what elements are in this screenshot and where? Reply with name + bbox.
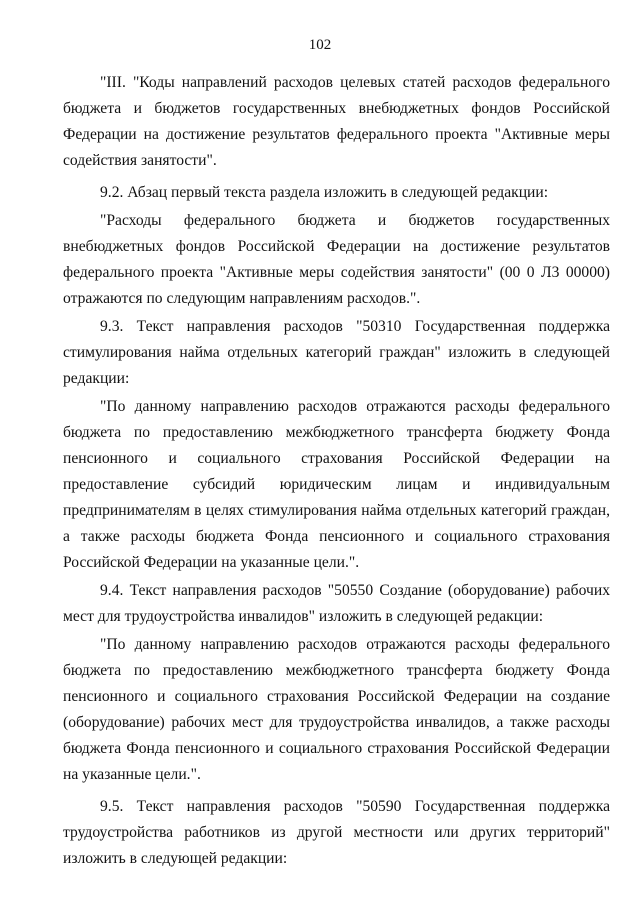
paragraph-9-3-text: "По данному направлению расходов отражаются расходы федерального бюджета по предоставлению межбюджетного трансферта бюджету Фонда пенсионного и социального страхования Российской Федерации на предоставление субсидий юридическим лицам и индивидуальным предпринимателям в целях стимулирования найма отдельных категорий граждан, а также расходы бюджета Фонда пенсионного и социального страхования Российской Федерации на указанные цели.". <box>63 398 610 571</box>
paragraph-9-2-text: "Расходы федерального бюджета и бюджетов государственных внебюджетных фондов Российской Федерации на достижение результатов федерального проекта "Активные меры содействия занятости" (00 0 Л3 00000) отражаются по следующим направлениям расходов.". <box>63 212 610 307</box>
document-body <box>63 70 610 872</box>
page-number: 102 <box>308 37 332 53</box>
paragraph-9-4-text: "По данному направлению расходов отражаются расходы федерального бюджета по предоставлению межбюджетного трансферта бюджету Фонда пенсионного и социального страхования Российской Федерации на создание (оборудование) рабочих мест для трудоустройства инвалидов, а также расходы бюджета Фонда пенсионного и социального страхования Российской Федерации на указанные цели.". <box>63 636 610 783</box>
paragraph-9-3: 9.3. Текст направления расходов "50310 Государственная поддержка стимулирования найма отдельных категорий граждан" изложить в следующей редакции: <box>63 318 610 387</box>
paragraph-9-2: 9.2. Абзац первый текста раздела изложить в следующей редакции: <box>100 184 549 201</box>
paragraph-section-heading: "III. "Коды направлений расходов целевых статей расходов федерального бюджета и бюджетов государственных внебюджетных фондов Российской Федерации на достижение результатов федерального проекта "Активные меры содействия занятости". <box>63 74 610 169</box>
paragraph-9-4: 9.4. Текст направления расходов "50550 Создание (оборудование) рабочих мест для трудоустройства инвалидов" изложить в следующей редакции: <box>63 582 610 625</box>
paragraph-9-5: 9.5. Текст направления расходов "50590 Государственная поддержка трудоустройства работников из другой местности или других территорий" изложить в следующей редакции: <box>63 798 610 867</box>
